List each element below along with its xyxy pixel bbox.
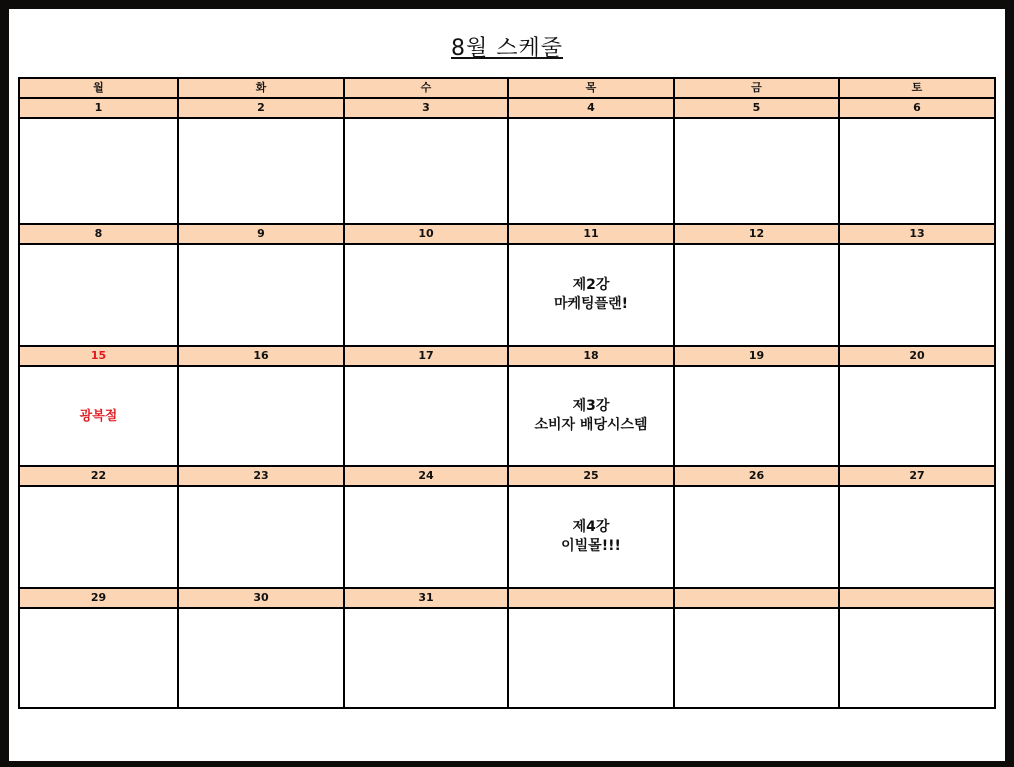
day-cell[interactable]: [19, 244, 178, 346]
date-number: 22: [19, 466, 178, 486]
day-cell[interactable]: [674, 244, 839, 346]
date-number: 23: [178, 466, 344, 486]
date-number-holiday: 15: [19, 346, 178, 366]
day-cell-row: [19, 244, 995, 346]
day-cell-row: [19, 608, 995, 708]
date-row: [19, 466, 995, 486]
date-row: [19, 224, 995, 244]
day-cell[interactable]: [178, 118, 344, 224]
date-row: [19, 588, 995, 608]
weekday-fri: 금: [674, 78, 839, 98]
day-cell[interactable]: [839, 486, 995, 588]
date-number: 12: [674, 224, 839, 244]
date-number: 5: [674, 98, 839, 118]
date-number: 8: [19, 224, 178, 244]
event-title: 제4강: [572, 519, 610, 535]
weekday-mon: 월: [19, 78, 178, 98]
day-cell[interactable]: [19, 608, 178, 708]
day-cell-row: [19, 486, 995, 588]
date-number: 11: [508, 224, 674, 244]
date-number: 24: [344, 466, 508, 486]
day-cell[interactable]: [344, 366, 508, 466]
event-description: 마케팅플랜!: [553, 296, 628, 312]
date-number: 30: [178, 588, 344, 608]
date-number: 2: [178, 98, 344, 118]
day-cell-row: [19, 366, 995, 466]
weekday-wed: 수: [344, 78, 508, 98]
day-cell[interactable]: [344, 486, 508, 588]
weekday-thu: 목: [508, 78, 674, 98]
event-description: 이빌몰!!!: [561, 538, 621, 554]
date-number: 25: [508, 466, 674, 486]
date-number: 19: [674, 346, 839, 366]
date-row: [19, 346, 995, 366]
day-cell[interactable]: [178, 244, 344, 346]
day-cell[interactable]: [674, 608, 839, 708]
day-cell[interactable]: [674, 486, 839, 588]
day-cell[interactable]: [839, 118, 995, 224]
day-cell[interactable]: [674, 118, 839, 224]
weekday-sat: 토: [839, 78, 995, 98]
weekday-header-row: [19, 78, 995, 98]
date-number: 6: [839, 98, 995, 118]
holiday-label: 광복절: [79, 408, 118, 424]
event-title: 제2강: [572, 277, 610, 293]
day-cell[interactable]: [178, 608, 344, 708]
date-number: [674, 588, 839, 608]
event-cell-lecture-4[interactable]: [508, 486, 674, 588]
weekday-tue: 화: [178, 78, 344, 98]
date-number: [839, 588, 995, 608]
day-cell[interactable]: [839, 366, 995, 466]
date-number: 29: [19, 588, 178, 608]
event-title: 제3강: [572, 398, 610, 414]
calendar-sheet: [9, 9, 1005, 761]
date-number: 13: [839, 224, 995, 244]
date-number: [508, 588, 674, 608]
date-number: 10: [344, 224, 508, 244]
event-cell-lecture-2[interactable]: [508, 244, 674, 346]
event-cell-lecture-3[interactable]: [508, 366, 674, 466]
day-cell[interactable]: [508, 118, 674, 224]
date-row: [19, 98, 995, 118]
calendar-table: [18, 77, 996, 709]
date-number: 16: [178, 346, 344, 366]
date-number: 17: [344, 346, 508, 366]
day-cell[interactable]: [344, 244, 508, 346]
date-number: 1: [19, 98, 178, 118]
day-cell[interactable]: [344, 608, 508, 708]
date-number: 4: [508, 98, 674, 118]
holiday-cell[interactable]: [19, 366, 178, 466]
day-cell[interactable]: [839, 608, 995, 708]
event-description: 소비자 배당시스템: [534, 417, 648, 433]
day-cell[interactable]: [178, 486, 344, 588]
day-cell[interactable]: [508, 608, 674, 708]
date-number: 9: [178, 224, 344, 244]
day-cell[interactable]: [839, 244, 995, 346]
date-number: 26: [674, 466, 839, 486]
day-cell[interactable]: [344, 118, 508, 224]
day-cell[interactable]: [19, 118, 178, 224]
date-number: 20: [839, 346, 995, 366]
date-number: 27: [839, 466, 995, 486]
date-number: 18: [508, 346, 674, 366]
date-number: 3: [344, 98, 508, 118]
page-title: 8월 스케줄: [451, 36, 563, 61]
date-number: 31: [344, 588, 508, 608]
day-cell[interactable]: [178, 366, 344, 466]
day-cell-row: [19, 118, 995, 224]
day-cell[interactable]: [674, 366, 839, 466]
day-cell[interactable]: [19, 486, 178, 588]
